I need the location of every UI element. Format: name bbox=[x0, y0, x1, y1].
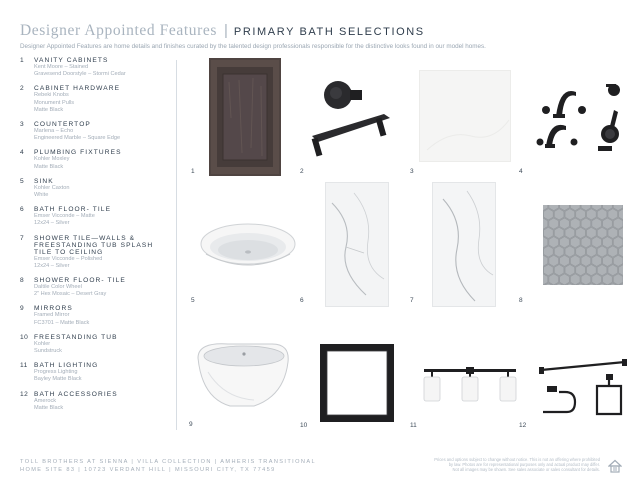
selection-heading bbox=[20, 235, 170, 256]
selection-title: COUNTERTOP bbox=[34, 121, 91, 129]
selection-detail: Engineered Marble – Square Edge bbox=[34, 135, 121, 142]
selection-title: BATH ACCESSORIES bbox=[34, 390, 118, 398]
selection-title: SHOWER FLOOR- TILE bbox=[34, 277, 126, 285]
selection-detail: Kohler Moxley bbox=[34, 156, 70, 163]
selection-detail: Amerock bbox=[34, 397, 57, 404]
bath-lighting-image bbox=[420, 365, 520, 407]
selection-detail: Daltile Color Wheel bbox=[34, 284, 82, 291]
selection-detail: FC3701 – Matte Black bbox=[34, 319, 90, 326]
selection-item bbox=[20, 121, 170, 142]
selection-item bbox=[20, 235, 170, 270]
selection-number: 6 bbox=[20, 206, 25, 214]
disclaimer-line: by law. Photos are for representational purposes only and actual product may differ. bbox=[448, 462, 600, 468]
selection-title: VANITY CABINETS bbox=[34, 57, 109, 64]
selection-detail: 12x24 – Silver bbox=[34, 220, 70, 227]
selection-detail: Gravesend Doorstyle – Stormi Cedar bbox=[34, 71, 126, 78]
grid-label-10: 10 bbox=[300, 422, 308, 429]
selection-item bbox=[20, 362, 170, 383]
selection-detail: Monument Pulls bbox=[34, 99, 75, 106]
selection-detail: Matte Black bbox=[34, 163, 64, 170]
grid-label-4: 4 bbox=[519, 168, 523, 175]
selection-item bbox=[20, 57, 170, 78]
selection-detail: Sundstruck bbox=[34, 348, 62, 355]
grid-label-11: 11 bbox=[410, 422, 417, 429]
grid-label-3: 3 bbox=[410, 168, 414, 175]
selection-detail: Kent Moore – Stained bbox=[34, 64, 89, 70]
selection-heading bbox=[20, 362, 170, 369]
selection-title: MIRRORS bbox=[34, 305, 73, 313]
selection-number: 7 bbox=[20, 234, 25, 242]
bath-accessories-image bbox=[537, 356, 629, 420]
selection-heading bbox=[20, 305, 170, 312]
selection-heading bbox=[20, 149, 170, 156]
selection-detail: 2" Hex Mosaic – Desert Gray bbox=[34, 291, 107, 298]
page-header bbox=[20, 22, 630, 50]
shower-wall-tile-image bbox=[433, 183, 495, 306]
selection-detail: Framed Mirror bbox=[34, 312, 70, 319]
selection-item bbox=[20, 334, 170, 355]
selection-item bbox=[20, 391, 170, 412]
selection-detail: Progress Lighting bbox=[34, 369, 78, 376]
selection-detail: Kohler bbox=[34, 340, 51, 347]
grid-label-8: 8 bbox=[519, 297, 523, 304]
selection-title: SINK bbox=[34, 177, 54, 185]
selection-heading bbox=[20, 57, 170, 64]
title-separator: | bbox=[224, 22, 228, 39]
selection-detail: White bbox=[34, 192, 49, 199]
disclaimer-line: Not all images may be shown. See sales associate or sales consultant for details. bbox=[452, 467, 600, 473]
grid-label-2: 2 bbox=[300, 168, 304, 175]
selection-list bbox=[20, 57, 170, 419]
selection-detail: Marlena – Echo bbox=[34, 128, 74, 135]
selection-item bbox=[20, 305, 170, 326]
selection-detail: Emser Vicconde – Matte bbox=[34, 213, 95, 220]
grid-label-12: 12 bbox=[519, 422, 527, 429]
selection-number: 3 bbox=[20, 121, 25, 129]
countertop-image bbox=[419, 70, 511, 162]
sink-image bbox=[198, 220, 298, 272]
selection-heading bbox=[20, 85, 170, 92]
selection-heading bbox=[20, 206, 170, 213]
column-divider bbox=[176, 60, 177, 430]
title-row bbox=[20, 22, 630, 40]
disclaimer bbox=[396, 457, 600, 473]
selection-title: BATH LIGHTING bbox=[34, 362, 99, 370]
selection-detail: Bayley Matte Black bbox=[34, 376, 82, 383]
selection-item bbox=[20, 85, 170, 114]
selection-item bbox=[20, 277, 170, 298]
selection-detail: Emser Vicconde – Polished bbox=[34, 255, 103, 262]
disclaimer-line: Prices and options subject to change without notice. This is not an offering where prohibited bbox=[434, 457, 600, 462]
selection-number: 1 bbox=[20, 57, 25, 64]
framed-mirror-image bbox=[320, 344, 394, 422]
selection-number: 4 bbox=[20, 149, 25, 157]
grid-label-5: 5 bbox=[191, 297, 195, 304]
bath-floor-tile-image bbox=[326, 183, 388, 306]
grid-label-6: 6 bbox=[300, 297, 304, 304]
selection-detail: Rebeki Knobs bbox=[34, 92, 69, 99]
cabinet-hardware-image bbox=[300, 74, 400, 164]
selection-item bbox=[20, 178, 170, 199]
selection-heading bbox=[20, 178, 170, 185]
selection-detail: Kohler Caxton bbox=[34, 184, 70, 191]
grid-label-9: 9 bbox=[189, 421, 193, 428]
selection-title: FREESTANDING TUB bbox=[34, 333, 118, 341]
grid-label-7: 7 bbox=[410, 297, 414, 304]
selection-heading bbox=[20, 391, 170, 398]
freestanding-tub-image bbox=[194, 336, 292, 416]
selection-title: CABINET HARDWARE bbox=[34, 85, 121, 93]
selection-number: 10 bbox=[20, 333, 29, 341]
selection-heading bbox=[20, 277, 170, 284]
selection-number: 8 bbox=[20, 277, 25, 285]
selection-number: 5 bbox=[20, 177, 25, 185]
selection-detail: Matte Black bbox=[34, 106, 64, 113]
shower-floor-tile-image bbox=[543, 205, 623, 285]
plumbing-fixtures-image bbox=[536, 80, 628, 160]
equal-housing-opportunity-icon bbox=[608, 459, 622, 473]
selection-title: BATH FLOOR- TILE bbox=[34, 206, 112, 214]
selection-number: 9 bbox=[20, 305, 25, 313]
page-category: PRIMARY BATH SELECTIONS bbox=[233, 26, 425, 38]
selection-item bbox=[20, 206, 170, 227]
selection-number: 11 bbox=[20, 362, 28, 370]
selection-detail: Matte Black bbox=[34, 404, 64, 411]
selection-number: 2 bbox=[20, 85, 25, 93]
page-subtitle: Designer Appointed Features are home details and finishes curated by the talented design professionals responsible for the distinctive looks found in our model homes. bbox=[20, 43, 486, 50]
footer-address: HOME SITE 83 | 10723 VERDANT HILL | MISSOURI CITY, TX 77459 bbox=[20, 467, 276, 473]
vanity-cabinet-image bbox=[209, 58, 281, 176]
selection-heading bbox=[20, 121, 170, 128]
selection-detail: 12x24 – Silver bbox=[34, 262, 70, 269]
selection-title: PLUMBING FIXTURES bbox=[34, 149, 122, 157]
footer-community: TOLL BROTHERS AT SIENNA | VILLA COLLECTION | AMHERIS TRANSITIONAL bbox=[20, 459, 316, 465]
selection-number: 12 bbox=[20, 390, 29, 398]
selection-heading bbox=[20, 334, 170, 341]
selection-title: SHOWER TILE—WALLS & FREESTANDING TUB SPLASH TILE TO CEILING bbox=[34, 234, 154, 256]
selection-item bbox=[20, 149, 170, 170]
page-title: Designer Appointed Features bbox=[20, 22, 217, 39]
grid-label-1: 1 bbox=[191, 168, 195, 175]
